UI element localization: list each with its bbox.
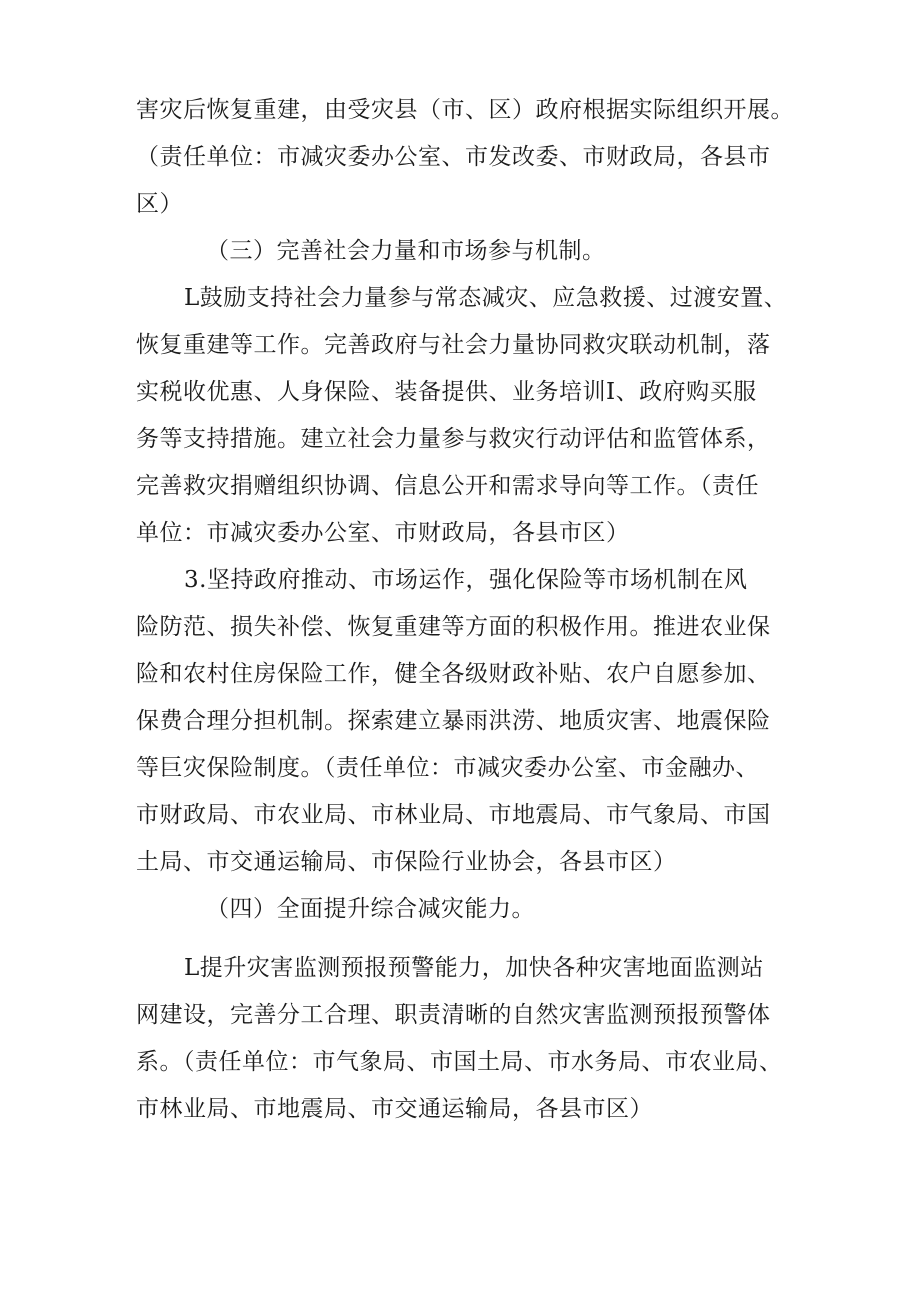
body-line-2: （责任单位：市减灾委办公室、市发改委、市财政局，各县市: [136, 144, 771, 170]
item-1-line-2: 恢复重建等工作。完善政府与社会力量协同救灾联动机制，落: [136, 332, 771, 358]
item-3-line-6: 市财政局、市农业局、市林业局、市地震局、市气象局、市国: [136, 802, 771, 828]
body-line-1: 害灾后恢复重建，由受灾县（市、区）政府根据实际组织开展。: [136, 97, 794, 123]
item-3-line-3: 险和农村住房保险工作，健全各级财政补贴、农户自愿参加、: [136, 661, 771, 687]
section-heading-4: （四）全面提升综合减灾能力。: [206, 896, 535, 922]
item-1-line-4: 务等支持措施。建立社会力量参与救灾行动评估和监管体系，: [136, 426, 771, 452]
item-4-1-line-1: L提升灾害监测预报预警能力，加快各种灾害地面监测站: [184, 955, 764, 981]
item-4-1-line-4: 市林业局、市地震局、市交通运输局，各县市区）: [136, 1096, 653, 1122]
item-1-line-3: 实税收优惠、人身保险、装备提供、业务培训I、政府购买服: [136, 379, 757, 405]
item-4-1-line-2: 网建设，完善分工合理、职责清晰的自然灾害监测预报预警体: [136, 1002, 771, 1028]
body-line-3: 区）: [136, 191, 183, 217]
item-1-line-1: L鼓励支持社会力量参与常态减灾、应急救援、过渡安置、: [184, 285, 788, 311]
section-heading-3: （三）完善社会力量和市场参与机制。: [206, 238, 606, 264]
item-3-line-4: 保费合理分担机制。探索建立暴雨洪涝、地质灾害、地震保险: [136, 708, 771, 734]
item-1-line-6: 单位：市减灾委办公室、市财政局，各县市区）: [136, 520, 630, 546]
item-4-1-line-3: 系。（责任单位：市气象局、市国土局、市水务局、市农业局、: [136, 1049, 783, 1075]
item-3-line-5: 等巨灾保险制度。（责任单位：市减灾委办公室、市金融办、: [136, 755, 759, 781]
item-3-line-7: 土局、市交通运输局、市保险行业协会，各县市区）: [136, 849, 677, 875]
item-3-line-2: 险防范、损失补偿、恢复重建等方面的积极作用。推进农业保: [136, 614, 771, 640]
document-page: [136, 98, 816, 1144]
item-1-line-5: 完善救灾捐赠组织协调、信息公开和需求导向等工作。（责任: [136, 473, 759, 499]
item-3-line-1: 3.坚持政府推动、市场运作，强化保险等市场机制在风: [184, 567, 748, 593]
